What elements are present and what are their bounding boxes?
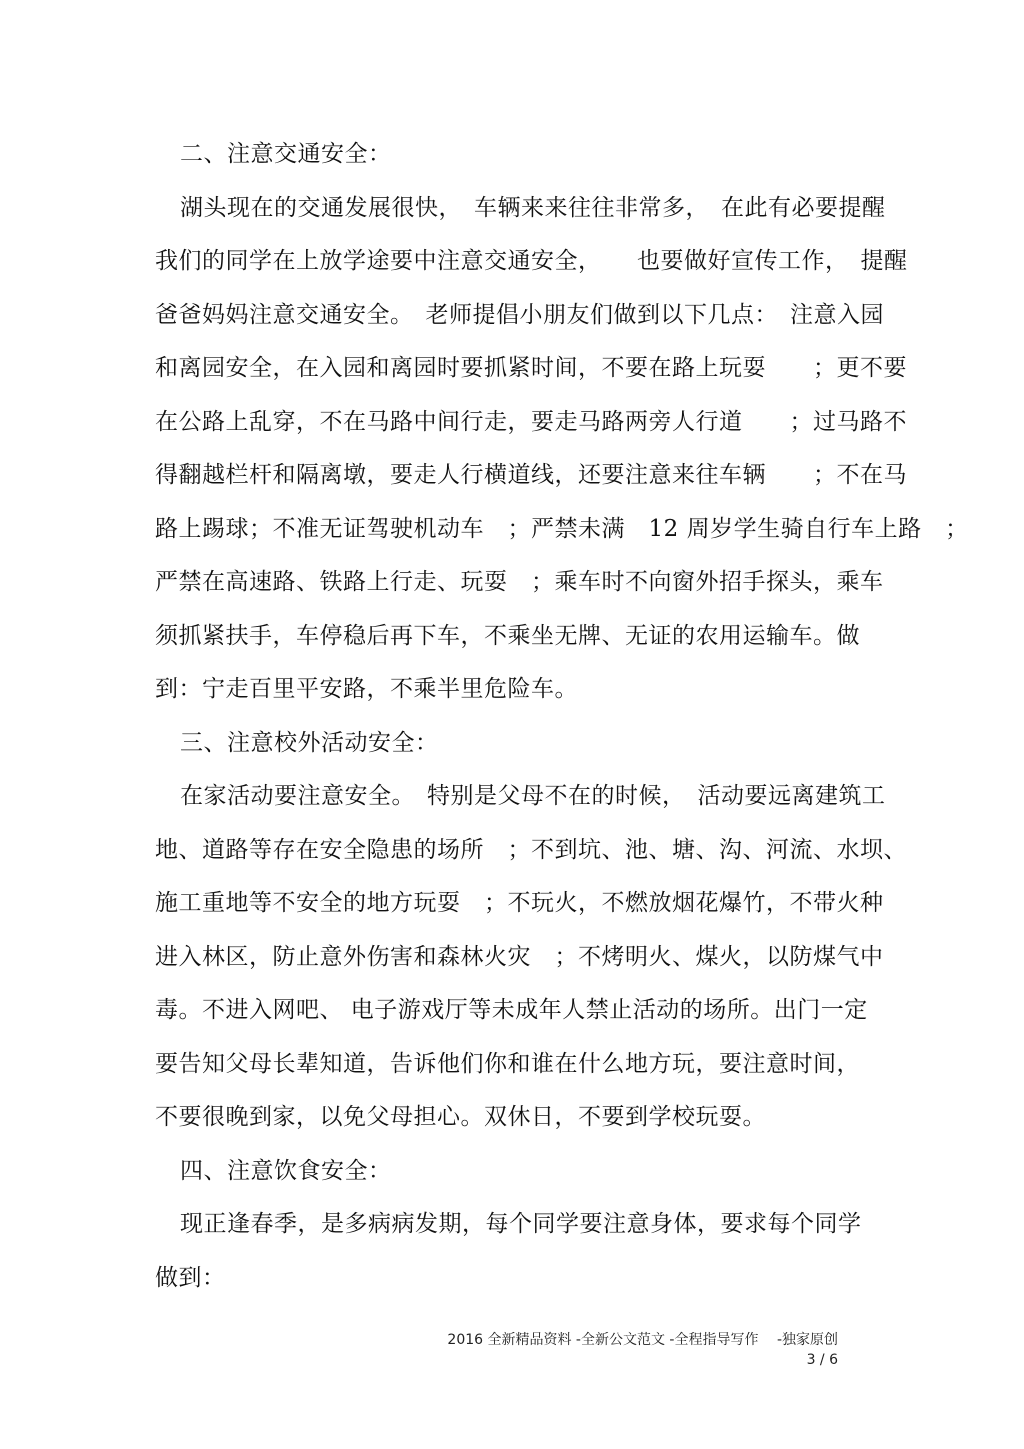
text-line: 要告知父母长辈知道，告诉他们你和谁在什么地方玩，要注意时间，	[155, 1050, 860, 1077]
text-line: 施工重地等不安全的地方玩耍 ；不玩火，不燃放烟花爆竹，不带火种	[155, 890, 884, 916]
text-line: 现正逢春季，是多病病发期，每个同学要注意身体，要求每个同学	[180, 1211, 862, 1237]
text-line: 进入林区，防止意外伤害和森林火灾 ；不烤明火、煤火，以防煤气中	[155, 943, 884, 970]
page-footer	[447, 1330, 838, 1370]
text-line: 四、注意饮食安全：	[180, 1157, 392, 1184]
text-line: 严禁在高速路、铁路上行走、玩耍 ；乘车时不向窗外招手探头，乘车	[155, 569, 884, 595]
document-body	[155, 128, 969, 1305]
text-line: 毒。不进入网吧、 电子游戏厅等未成年人禁止活动的场所。出门一定	[155, 997, 868, 1023]
text-line: 地、道路等存在安全隐患的场所 ；不到坑、池、塘、沟、河流、水坝、	[155, 836, 907, 863]
text-line: 二、注意交通安全：	[180, 141, 392, 167]
text-line: 做到：	[155, 1264, 226, 1291]
text-line: 得翻越栏杆和隔离墩，要走人行横道线，还要注意来往车辆 ；不在马	[155, 462, 907, 488]
text-line: 在家活动要注意安全。 特别是父母不在的时候， 活动要远离建筑工	[180, 783, 886, 809]
page-number: 3 / 6	[806, 1352, 838, 1368]
text-line: 爸爸妈妈注意交通安全。 老师提倡小朋友们做到以下几点： 注意入园	[155, 301, 884, 328]
text-line: 在公路上乱穿，不在马路中间行走，要走马路两旁人行道 ；过马路不	[155, 408, 907, 435]
text-line: 我们的同学在上放学途要中注意交通安全， 也要做好宣传工作， 提醒	[155, 248, 908, 274]
text-line: 到：宁走百里平安路，不乘半里危险车。	[155, 676, 578, 702]
footer-tagline: 2016 全新精品资料 -全新公文范文 -全程指导写作 -独家原创	[447, 1332, 838, 1348]
text-line: 不要很晚到家，以免父母担心。双休日，不要到学校玩耍。	[155, 1104, 766, 1130]
text-line: 和离园安全，在入园和离园时要抓紧时间，不要在路上玩耍 ；更不要	[155, 355, 907, 381]
text-line: 须抓紧扶手，车停稳后再下车，不乘坐无牌、无证的农用运输车。做	[155, 622, 860, 649]
text-line: 三、注意校外活动安全：	[180, 729, 439, 756]
text-line: 湖头现在的交通发展很快， 车辆来来往往非常多， 在此有必要提醒	[180, 194, 886, 221]
text-line: 路上踢球；不准无证驾驶机动车 ；严禁未满 12 周岁学生骑自行车上路 ；	[155, 515, 969, 542]
